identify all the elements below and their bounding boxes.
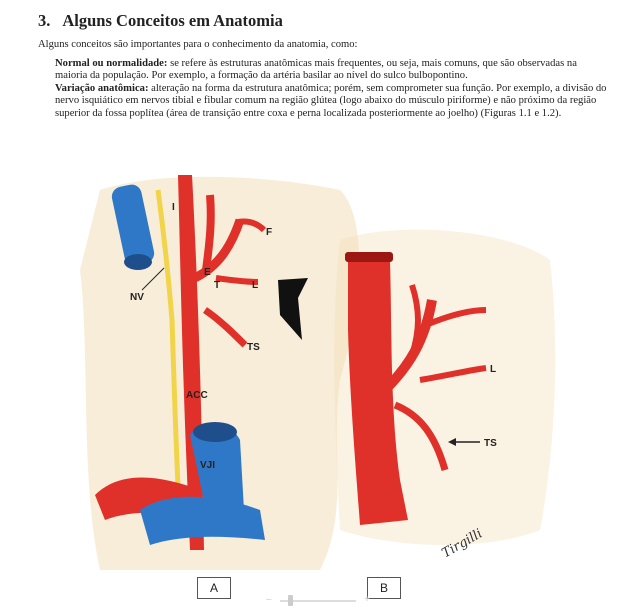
definition-text: alteração na forma da estrutura anatômica; porém, sem comprometer sua função. Por exemplo, a divisão do nervo isquiático em nervos tibial e fibular comum na região glútea (logo abaixo do músculo piriforme) e não próximo da região superior da fossa poplítea (área de transição entre coxa e perna localizada posteriormente ao joelho) (Figuras 1.1 e 1.2). — [55, 82, 607, 119]
label-l-b: L — [490, 364, 497, 375]
panel-label-b: B — [367, 577, 401, 599]
label-acc: ACC — [186, 390, 208, 401]
label-vji: VJI — [200, 460, 216, 471]
definition-normal — [55, 58, 610, 83]
zoom-in-icon[interactable]: + — [364, 594, 370, 605]
label-l: L — [252, 280, 259, 291]
label-ts-b: TS — [484, 438, 497, 449]
label-ts: TS — [247, 342, 260, 353]
definitions-list — [55, 58, 610, 120]
panel-label-a: A — [197, 577, 231, 599]
section-heading — [38, 11, 283, 31]
section-number: 3. — [38, 11, 51, 30]
definition-term: Normal ou normalidade: — [55, 58, 168, 69]
label-i: I — [172, 202, 175, 213]
anatomy-figure — [40, 150, 600, 580]
label-f: F — [266, 227, 273, 238]
zoom-out-icon[interactable]: – — [266, 594, 272, 605]
definition-variation — [55, 83, 610, 120]
artist-signature: Tirgilli — [439, 526, 486, 562]
zoom-slider[interactable] — [262, 594, 374, 608]
vein-lumen — [193, 422, 237, 442]
intro-paragraph: Alguns conceitos são importantes para o conhecimento da anatomia, como: — [38, 39, 358, 50]
branch-i — [206, 195, 211, 270]
artery-cut-b — [345, 252, 393, 262]
label-e: E — [204, 267, 211, 278]
label-nv: NV — [130, 292, 144, 303]
artery-illustration — [40, 150, 600, 580]
definition-term: Variação anatômica: — [55, 82, 149, 94]
section-title: Alguns Conceitos em Anatomia — [62, 11, 283, 30]
label-t: T — [214, 280, 221, 291]
zoom-thumb[interactable] — [288, 595, 293, 606]
definition-text: se refere às estruturas anatômicas mais frequentes, ou seja, mais comuns, que são observadas na maioria da população. Por exemplo, a formação da artéria basilar ao nível do sulco bulbopontino. — [55, 58, 577, 82]
